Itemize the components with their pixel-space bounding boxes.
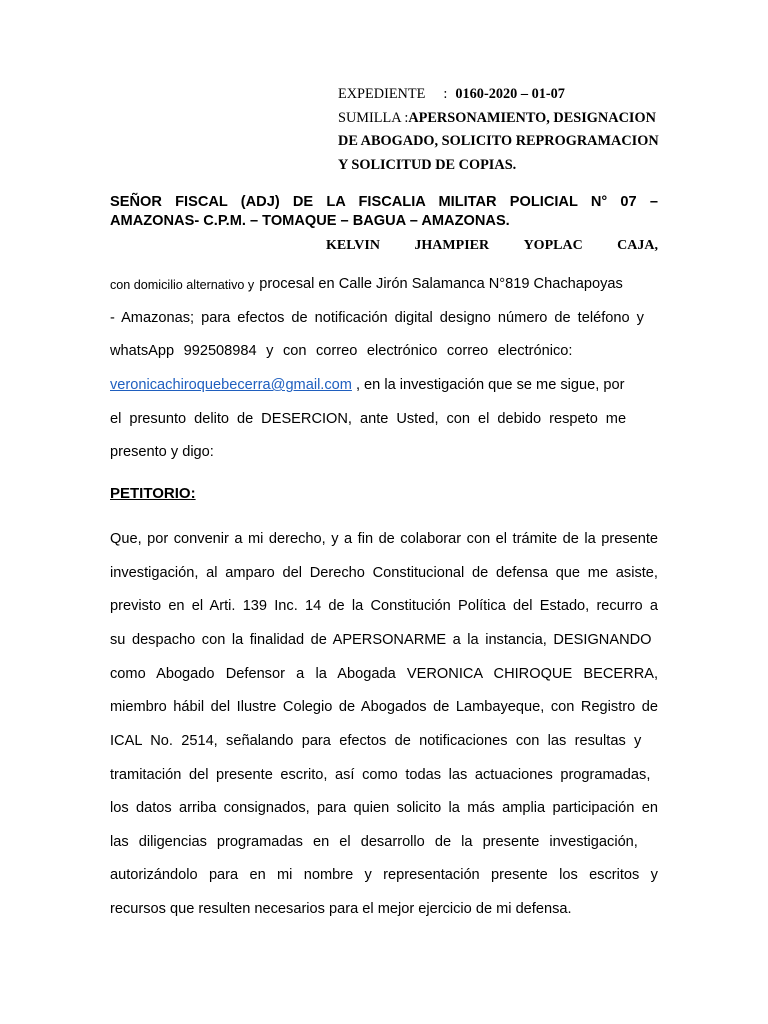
petitorio-line: su despacho con la finalidad de APERSONARME a la instancia, DESIGNANDO: [110, 632, 652, 648]
name-word: KELVIN: [326, 238, 380, 253]
petitorio-heading: [110, 485, 196, 502]
name-word: JHAMPIER: [414, 238, 490, 253]
petitorio-line: previsto en el Arti. 139 Inc. 14 de la Constitución Política del Estado, recurro a: [110, 598, 659, 614]
petitorio-line: las diligencias programadas en el desarrollo de la presente investigación,: [110, 834, 638, 850]
sumilla-line: [338, 107, 668, 131]
expediente-number: 0160-2020 – 01-07: [455, 86, 565, 102]
intro-line-5: el presunto delito de DESERCION, ante Usted, con el debido respeto me: [110, 411, 627, 427]
applicant-name: [326, 238, 658, 254]
petitorio-line: como Abogado Defensor a la Abogada VERONICA CHIROQUE BECERRA,: [110, 666, 659, 682]
intro-line-1-rest: procesal en Calle Jirón Salamanca N°819 Chachapoyas: [259, 276, 623, 292]
intro-line-1-small: con domicilio alternativo y: [110, 278, 255, 292]
sumilla-separator: :: [404, 109, 409, 126]
email-link[interactable]: veronicachiroquebecerra@gmail.com: [110, 377, 352, 393]
sumilla-text-1: APERSONAMIENTO, DESIGNACION: [408, 109, 656, 126]
petitorio-line: tramitación del presente escrito, así como todas las actuaciones programadas,: [110, 767, 651, 783]
sumilla-label: SUMILLA: [338, 109, 401, 126]
case-header: [338, 83, 668, 177]
expediente-line: [338, 83, 668, 107]
expediente-label: EXPEDIENTE: [338, 86, 426, 102]
sumilla-text-2: DE ABOGADO, SOLICITO REPROGRAMACION: [338, 133, 659, 149]
petitorio-line: miembro hábil del Ilustre Colegio de Abogados de Lambayeque, con Registro de: [110, 699, 659, 715]
name-word: CAJA,: [617, 238, 658, 253]
petitorio-line: autorizándolo para en mi nombre y representación presente los escritos y: [110, 867, 658, 883]
name-word: YOPLAC: [523, 238, 583, 253]
intro-line-3: whatsApp 992508984 y con correo electrónico correo electrónico:: [110, 343, 573, 359]
petitorio-line: recursos que resulten necesarios para el mejor ejercicio de mi defensa.: [110, 901, 572, 917]
intro-line-4: [110, 377, 658, 393]
intro-line-1: [110, 276, 658, 292]
petitorio-line: investigación, al amparo del Derecho Constitucional de defensa que me asiste,: [110, 565, 658, 581]
sumilla-text-3: Y SOLICITUD DE COPIAS.: [338, 156, 517, 173]
expediente-separator: :: [443, 86, 448, 102]
petitorio-line: Que, por convenir a mi derecho, y a fin de colaborar con el trámite de la presente: [110, 531, 659, 547]
petitorio-colon: :: [190, 485, 196, 502]
addressee-heading: SEÑOR FISCAL (ADJ) DE LA FISCALIA MILITAR POLICIAL N° 07 – AMAZONAS- C.P.M. – TOMAQUE – BAGUA – AMAZONAS.: [110, 194, 658, 229]
petitorio-line: los datos arriba consignados, para quien solicito la más amplia participación en: [110, 800, 658, 816]
intro-line-4-rest: , en la investigación que se me sigue, por: [355, 377, 625, 393]
petitorio-line: ICAL No. 2514, señalando para efectos de notificaciones con las resultas y: [110, 733, 642, 749]
intro-line-6: presento y digo:: [110, 444, 214, 460]
petitorio-title: PETITORIO: [110, 485, 191, 502]
intro-line-2: - Amazonas; para efectos de notificación digital designo número de teléfono y: [110, 310, 644, 326]
